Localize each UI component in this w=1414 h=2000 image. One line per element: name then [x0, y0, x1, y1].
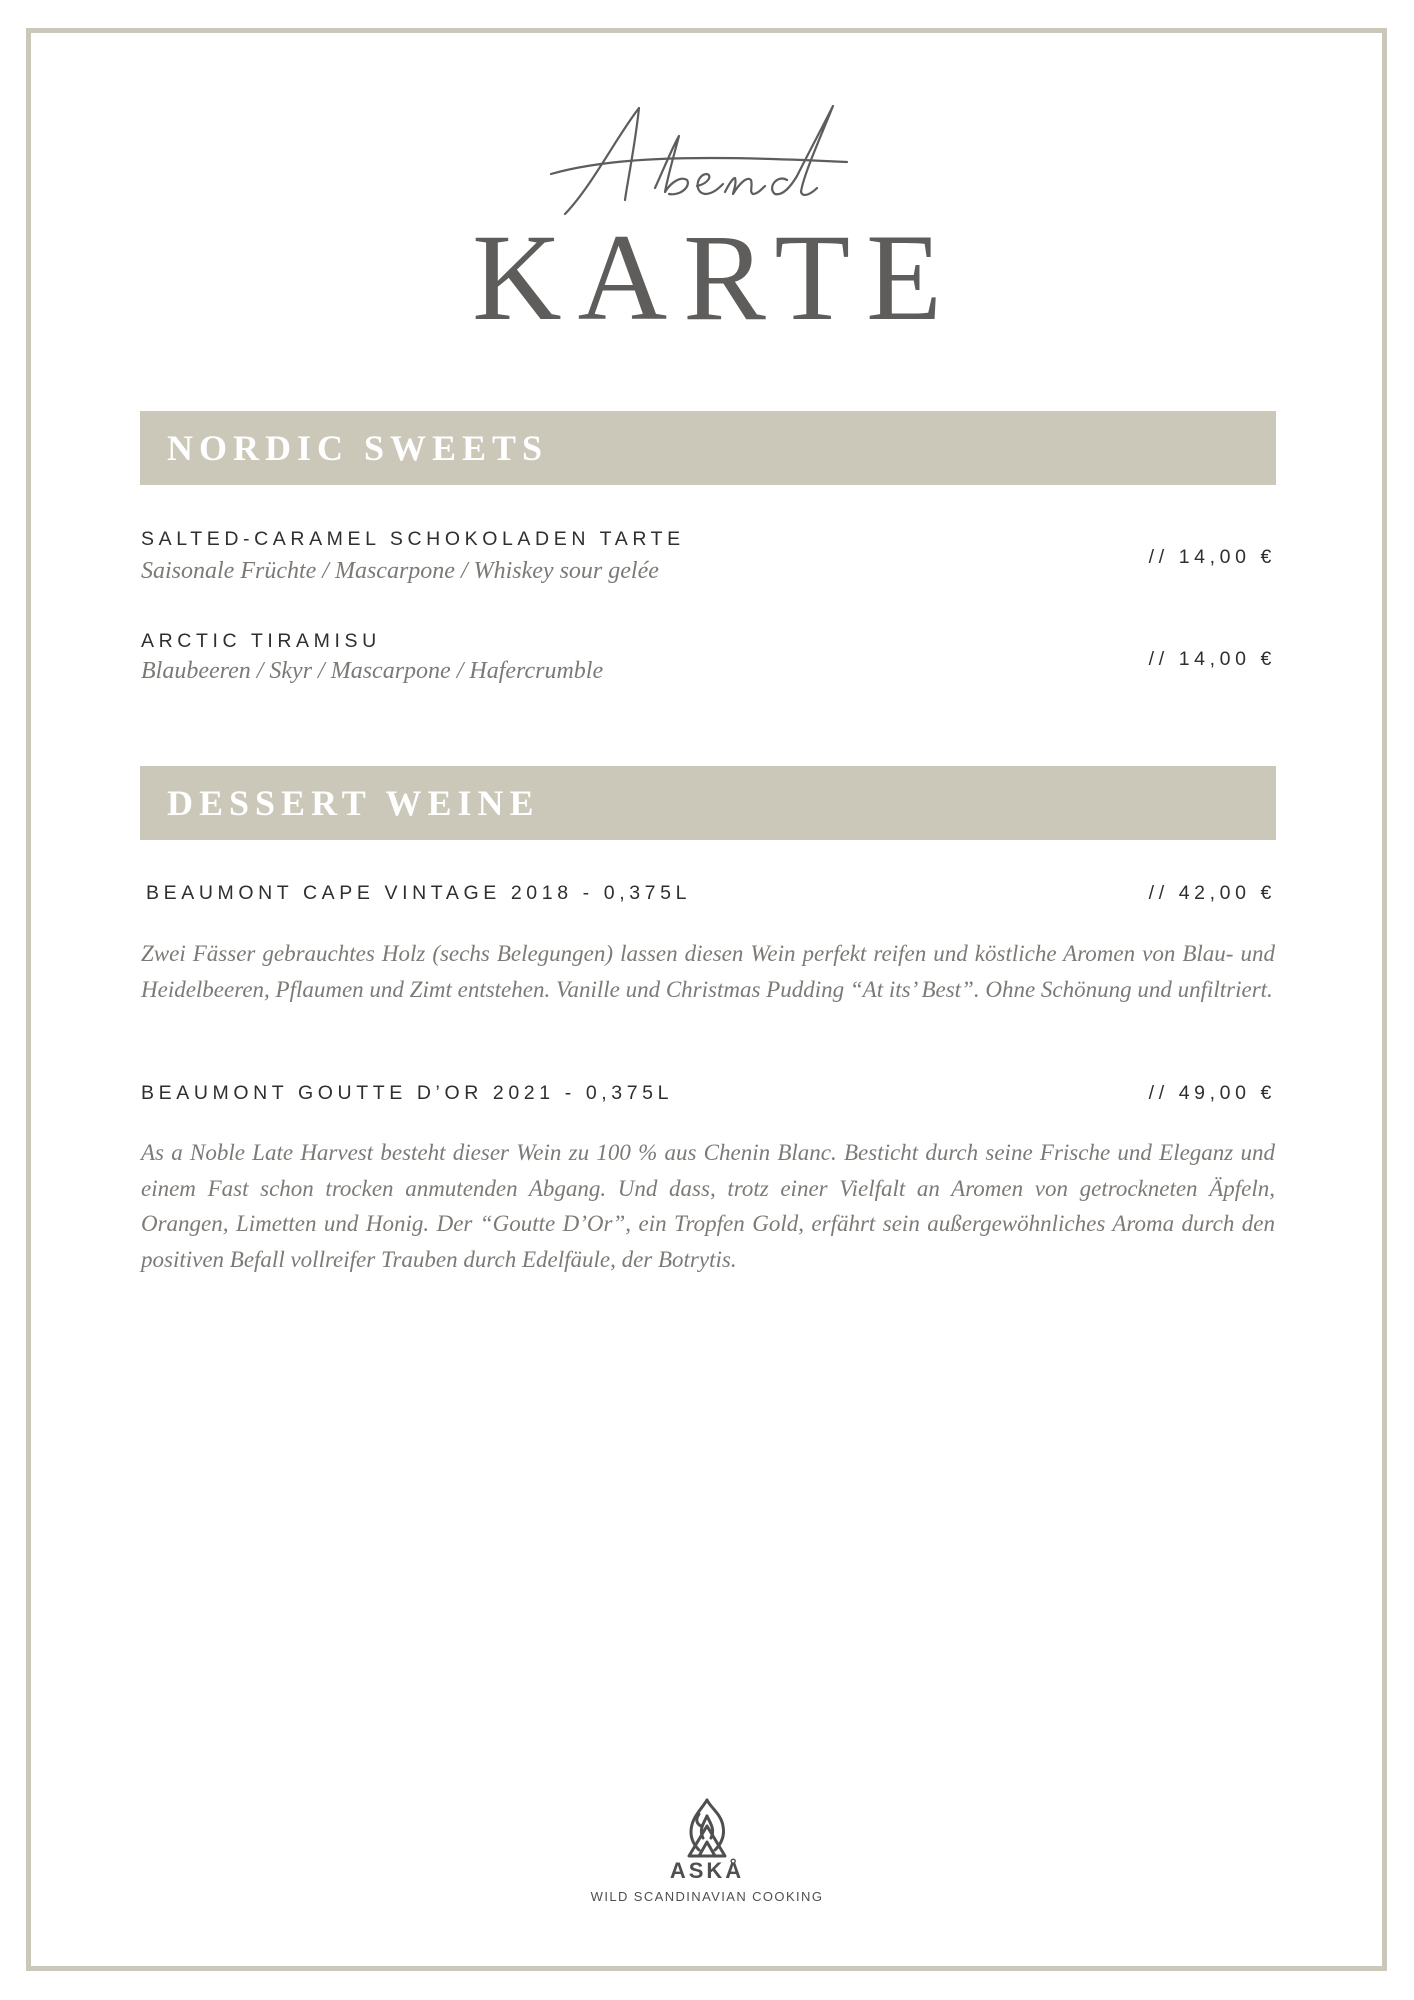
section-title: NORDIC SWEETS [167, 428, 549, 468]
brand-tagline: WILD SCANDINAVIAN COOKING [590, 1889, 824, 1904]
section-header-dessert-weine [140, 766, 1276, 840]
menu-item-description: Zwei Fässer gebrauchtes Holz (sechs Belegungen) lassen diesen Wein perfekt reifen und köstliche Aromen von Blau- und Heidelbeeren, Pflaumen und Zimt entstehen. Vanille und Christmas Pudding “At its’ Best”. Ohne Schönung und unfiltriert. [141, 941, 1275, 1002]
menu-item-name: ARCTIC TIRAMISU [141, 630, 381, 652]
menu-item-price: // 49,00 € [1148, 1082, 1276, 1104]
section-header-nordic-sweets [140, 411, 1276, 485]
section-title: DESSERT WEINE [167, 783, 540, 823]
menu-item-description: As a Noble Late Harvest besteht dieser Wein zu 100 % aus Chenin Blanc. Besticht durch seine Frische und Eleganz und einem Fast schon trocken anmutenden Abgang. Und dass, trotz einer Vielfalt an Aromen von getrockneten Äpfeln, Orangen, Limetten und Honig. Der “Goutte D’Or”, ein Tropfen Gold, erfährt sein außergewöhnliches Aroma durch den positiven Befall vollreifer Trauben durch Edelfäule, der Botrytis. [141, 1140, 1275, 1272]
flame-triangle-icon [677, 1796, 737, 1860]
menu-item-name: BEAUMONT GOUTTE D’OR 2021 - 0,375L [141, 1082, 674, 1104]
script-title-lettering [547, 96, 867, 226]
page-title: KARTE [472, 209, 958, 346]
brand-logo [0, 1796, 1414, 1903]
menu-item-price: // 42,00 € [1148, 882, 1276, 904]
menu-item-name: SALTED-CARAMEL SCHOKOLADEN TARTE [141, 528, 685, 550]
menu-item-name: BEAUMONT CAPE VINTAGE 2018 - 0,375L [146, 882, 692, 904]
menu-item-description: Saisonale Früchte / Mascarpone / Whiskey sour gelée [141, 558, 659, 584]
brand-name: ASKÅ [669, 1858, 745, 1883]
menu-item-description: Blaubeeren / Skyr / Mascarpone / Hafercrumble [141, 658, 604, 684]
script-title [0, 96, 1414, 226]
menu-item-price: // 14,00 € [1148, 648, 1276, 670]
menu-item-price: // 14,00 € [1148, 546, 1276, 568]
